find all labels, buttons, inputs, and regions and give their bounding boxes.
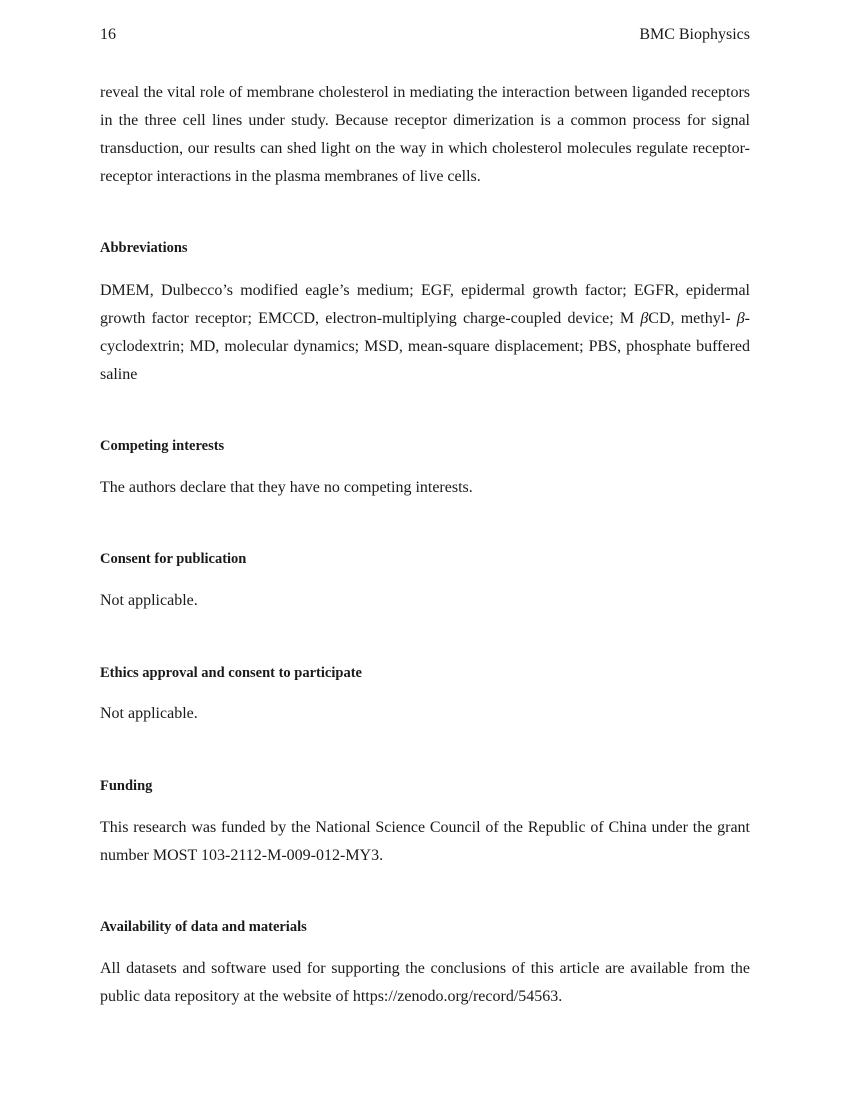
consent-body: Not applicable. xyxy=(100,592,198,609)
intro-paragraph: reveal the vital role of membrane cholesterol in mediating the interaction between liganded receptors in the three cell lines under study. Because receptor dimerization is a common process for signal transduction, our results can shed light on the way in which cholesterol molecules regulate receptor-receptor interactions in the plasma membranes of live cells. xyxy=(100,84,750,185)
availability-body-block xyxy=(100,955,750,1011)
ethics-body-block xyxy=(100,700,750,728)
consent-section xyxy=(100,549,750,569)
competing-interests-body: The authors declare that they have no competing interests. xyxy=(100,479,473,496)
abbreviations-text-2: CD, methyl- xyxy=(648,310,737,327)
availability-section xyxy=(100,917,750,937)
ethics-section xyxy=(100,663,750,683)
competing-interests-section xyxy=(100,436,750,456)
intro-block xyxy=(100,79,750,191)
availability-heading: Availability of data and materials xyxy=(100,919,307,935)
ethics-heading: Ethics approval and consent to participate xyxy=(100,665,362,681)
funding-heading: Funding xyxy=(100,778,153,794)
consent-body-block xyxy=(100,587,750,615)
availability-body: All datasets and software used for supporting the conclusions of this article are available from the public data repository at the website of https://zenodo.org/record/54563. xyxy=(100,960,750,1005)
competing-interests-heading: Competing interests xyxy=(100,438,225,454)
running-header xyxy=(100,26,750,46)
abbreviations-body xyxy=(100,277,750,389)
consent-heading: Consent for publication xyxy=(100,551,247,567)
funding-section xyxy=(100,776,750,796)
abbreviations-text-1: DMEM, Dulbecco’s modified eagle’s medium; EGF, epidermal growth factor; EGFR, epidermal growth factor receptor; EMCCD, electron-multiplying charge-coupled device; M xyxy=(100,282,750,327)
page-number: 16 xyxy=(100,26,116,43)
funding-body-block xyxy=(100,814,750,870)
abbreviations-heading: Abbreviations xyxy=(100,240,188,256)
beta-symbol: β xyxy=(640,310,649,327)
abbreviations-body-block xyxy=(100,277,750,389)
funding-body: This research was funded by the National Science Council of the Republic of China under the grant number MOST 103-2112-M-009-012-MY3. xyxy=(100,819,750,864)
competing-interests-body-block xyxy=(100,474,750,502)
abbreviations-text-3: -cyclodextrin; MD, molecular dynamics; MSD, mean-square displacement; PBS, phosphate buffered saline xyxy=(100,310,750,383)
beta-symbol: β xyxy=(736,310,745,327)
abbreviations-section xyxy=(100,238,750,258)
ethics-body: Not applicable. xyxy=(100,705,198,722)
journal-name: BMC Biophysics xyxy=(639,26,750,43)
